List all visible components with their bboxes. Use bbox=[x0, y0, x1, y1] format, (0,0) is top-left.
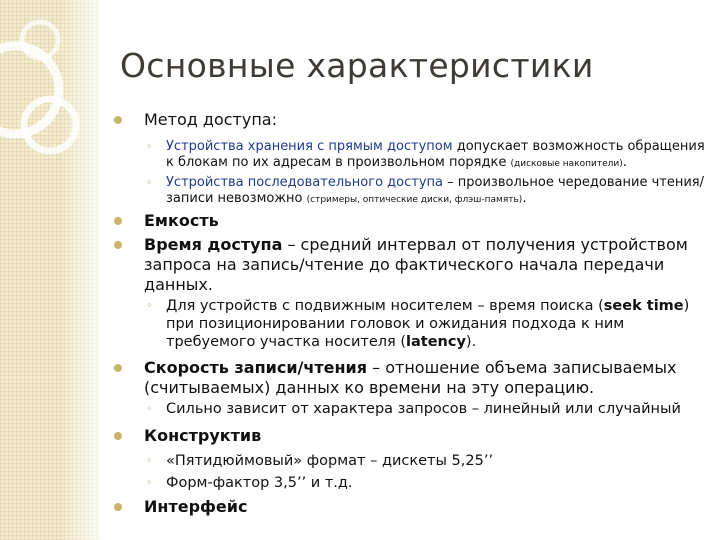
sub-marker-icon: ◦ bbox=[146, 402, 153, 415]
sub-moving-media: ◦ Для устройств с подвижным носителем – время поиска (seek time) при позиционировании головок и ожидания подхода к ним требуемого участка носителя (latency). bbox=[146, 298, 690, 350]
bullet-dot-icon bbox=[114, 503, 122, 511]
page-title: Основные характеристики bbox=[120, 46, 594, 85]
bullet-dot-icon bbox=[114, 432, 122, 440]
bullet-dot-icon bbox=[114, 116, 122, 124]
sub-marker-icon: ◦ bbox=[146, 299, 153, 312]
sub-marker-icon: ◦ bbox=[146, 476, 153, 489]
bullet-rw-speed: Скорость записи/чтения – отношение объема записываемых (считываемых) данных ко времени на эту операцию. bbox=[114, 358, 712, 398]
sub-five-inch-format: ◦ «Пятидюймовый» формат – дискеты 5,25’’ bbox=[146, 453, 494, 469]
bullet-construction bbox=[114, 426, 712, 446]
bullet-dot-icon bbox=[114, 241, 122, 249]
term-latency: latency bbox=[406, 334, 466, 350]
heading-access-method: Метод доступа bbox=[144, 110, 272, 129]
bullet-access-time: Время доступа – средний интервал от получения устройством запроса на запись/чтение до фактического начала передачи данных. bbox=[114, 235, 712, 295]
term-seek-time: seek time bbox=[603, 298, 684, 314]
bullet-access-method: Метод доступа: bbox=[114, 110, 712, 130]
bullet-interface bbox=[114, 497, 712, 517]
heading-capacity: Емкость bbox=[144, 211, 219, 230]
sub-marker-icon: ◦ bbox=[146, 140, 153, 153]
bullet-dot-icon bbox=[114, 364, 122, 372]
sub-direct-access: ◦ Устройства хранения с прямым доступом допускает возможность обращения к блокам по их адресам в произвольном порядке (дисковые накопители). bbox=[146, 139, 705, 170]
heading-access-time: Время доступа bbox=[144, 235, 283, 254]
decorative-swirl-icon bbox=[0, 0, 110, 200]
sub-marker-icon: ◦ bbox=[146, 176, 153, 189]
sub-marker-icon: ◦ bbox=[146, 454, 153, 467]
heading-interface: Интерфейс bbox=[144, 497, 248, 516]
term-direct-access: Устройства хранения с прямым доступом bbox=[166, 139, 453, 154]
sub-form-factor: ◦ Форм-фактор 3,5’’ и т.д. bbox=[146, 475, 353, 491]
bullet-capacity bbox=[114, 211, 712, 231]
sub-depends-on-requests: ◦ Сильно зависит от характера запросов – линейный или случайный bbox=[146, 401, 681, 417]
term-sequential-access: Устройства последовательного доступа bbox=[166, 175, 443, 190]
sub-sequential-access: ◦ Устройства последовательного доступа – произвольное чередование чтения/записи невозможно (стримеры, оптические диски, флэш-память). bbox=[146, 175, 704, 206]
heading-rw-speed: Скорость записи/чтения bbox=[144, 358, 368, 377]
bullet-dot-icon bbox=[114, 217, 122, 225]
heading-construction: Конструктив bbox=[144, 426, 262, 445]
